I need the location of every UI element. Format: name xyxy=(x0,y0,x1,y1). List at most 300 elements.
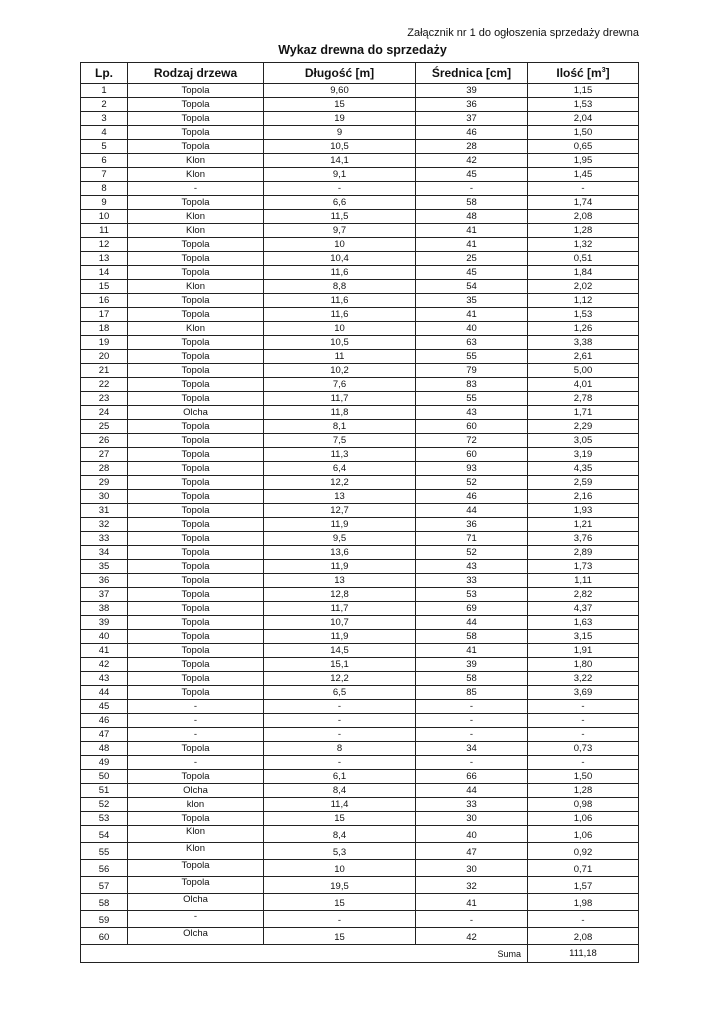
cell-diameter: 39 xyxy=(416,658,528,672)
cell-kind: Topola xyxy=(128,686,264,700)
cell-lp: 35 xyxy=(81,560,128,574)
cell-length: - xyxy=(264,756,416,770)
cell-volume: 1,28 xyxy=(528,224,639,238)
cell-lp: 36 xyxy=(81,574,128,588)
cell-diameter: 42 xyxy=(416,928,528,945)
cell-diameter: 33 xyxy=(416,574,528,588)
cell-kind: Topola xyxy=(128,84,264,98)
cell-lp: 41 xyxy=(81,644,128,658)
cell-diameter: 85 xyxy=(416,686,528,700)
cell-diameter: 63 xyxy=(416,336,528,350)
cell-lp: 48 xyxy=(81,742,128,756)
cell-kind: Olcha xyxy=(128,784,264,798)
table-row xyxy=(81,448,639,462)
table-row xyxy=(81,894,639,911)
table-row xyxy=(81,112,639,126)
table-row xyxy=(81,770,639,784)
cell-diameter: 41 xyxy=(416,644,528,658)
header-kind: Rodzaj drzewa xyxy=(128,63,264,84)
cell-length: 14,1 xyxy=(264,154,416,168)
cell-kind: - xyxy=(128,911,264,928)
cell-lp: 53 xyxy=(81,812,128,826)
cell-volume: - xyxy=(528,911,639,928)
cell-kind: - xyxy=(128,728,264,742)
table-row xyxy=(81,602,639,616)
cell-kind: Topola xyxy=(128,448,264,462)
cell-length: 10,2 xyxy=(264,364,416,378)
cell-volume: 1,26 xyxy=(528,322,639,336)
cell-length: 11,9 xyxy=(264,518,416,532)
table-row xyxy=(81,728,639,742)
cell-diameter: 44 xyxy=(416,616,528,630)
cell-kind: Topola xyxy=(128,770,264,784)
cell-kind: Topola xyxy=(128,546,264,560)
sum-value: 111,18 xyxy=(528,945,639,963)
table-row xyxy=(81,266,639,280)
cell-volume: 0,73 xyxy=(528,742,639,756)
cell-diameter: 55 xyxy=(416,350,528,364)
cell-length: 11,6 xyxy=(264,294,416,308)
table-row xyxy=(81,630,639,644)
cell-kind: Topola xyxy=(128,462,264,476)
cell-length: 11,4 xyxy=(264,798,416,812)
cell-diameter: 66 xyxy=(416,770,528,784)
cell-volume: 2,02 xyxy=(528,280,639,294)
cell-length: 10,5 xyxy=(264,336,416,350)
cell-kind: Topola xyxy=(128,812,264,826)
cell-volume: 2,82 xyxy=(528,588,639,602)
cell-diameter: 71 xyxy=(416,532,528,546)
cell-kind: Topola xyxy=(128,560,264,574)
cell-lp: 5 xyxy=(81,140,128,154)
cell-volume: 1,45 xyxy=(528,168,639,182)
cell-lp: 40 xyxy=(81,630,128,644)
table-row xyxy=(81,126,639,140)
cell-length: 11,3 xyxy=(264,448,416,462)
cell-diameter: 43 xyxy=(416,560,528,574)
cell-length: 11,9 xyxy=(264,630,416,644)
header-length: Długość [m] xyxy=(264,63,416,84)
table-row xyxy=(81,843,639,860)
cell-kind: Topola xyxy=(128,294,264,308)
cell-diameter: 43 xyxy=(416,406,528,420)
cell-lp: 43 xyxy=(81,672,128,686)
cell-volume: 2,29 xyxy=(528,420,639,434)
table-row xyxy=(81,182,639,196)
cell-volume: 1,91 xyxy=(528,644,639,658)
cell-kind: Topola xyxy=(128,532,264,546)
cell-diameter: 42 xyxy=(416,154,528,168)
table-body xyxy=(81,84,639,945)
table-row xyxy=(81,238,639,252)
cell-lp: 19 xyxy=(81,336,128,350)
cell-length: - xyxy=(264,714,416,728)
cell-length: 5,3 xyxy=(264,843,416,860)
table-row xyxy=(81,434,639,448)
cell-diameter: 60 xyxy=(416,448,528,462)
cell-lp: 22 xyxy=(81,378,128,392)
cell-length: 9 xyxy=(264,126,416,140)
cell-length: 9,5 xyxy=(264,532,416,546)
cell-kind: Topola xyxy=(128,877,264,894)
cell-kind: Topola xyxy=(128,434,264,448)
cell-volume: 0,98 xyxy=(528,798,639,812)
cell-lp: 2 xyxy=(81,98,128,112)
table-row xyxy=(81,252,639,266)
table-row xyxy=(81,504,639,518)
cell-volume: 2,08 xyxy=(528,928,639,945)
cell-lp: 50 xyxy=(81,770,128,784)
table-row xyxy=(81,196,639,210)
cell-volume: 1,50 xyxy=(528,126,639,140)
cell-diameter: 83 xyxy=(416,378,528,392)
cell-lp: 25 xyxy=(81,420,128,434)
cell-volume: 1,06 xyxy=(528,812,639,826)
cell-diameter: 37 xyxy=(416,112,528,126)
cell-lp: 29 xyxy=(81,476,128,490)
cell-length: 8,4 xyxy=(264,826,416,843)
cell-volume: 1,06 xyxy=(528,826,639,843)
table-row xyxy=(81,378,639,392)
cell-volume: 1,98 xyxy=(528,894,639,911)
cell-volume: - xyxy=(528,714,639,728)
cell-length: 12,2 xyxy=(264,476,416,490)
cell-lp: 6 xyxy=(81,154,128,168)
cell-lp: 21 xyxy=(81,364,128,378)
cell-lp: 18 xyxy=(81,322,128,336)
cell-volume: 1,74 xyxy=(528,196,639,210)
cell-lp: 7 xyxy=(81,168,128,182)
cell-lp: 30 xyxy=(81,490,128,504)
cell-length: 11,6 xyxy=(264,266,416,280)
cell-lp: 13 xyxy=(81,252,128,266)
cell-length: 19,5 xyxy=(264,877,416,894)
cell-length: 11 xyxy=(264,350,416,364)
cell-length: 9,1 xyxy=(264,168,416,182)
table-row xyxy=(81,294,639,308)
table-row xyxy=(81,322,639,336)
cell-lp: 12 xyxy=(81,238,128,252)
cell-kind: Olcha xyxy=(128,406,264,420)
cell-volume: 1,32 xyxy=(528,238,639,252)
cell-lp: 31 xyxy=(81,504,128,518)
cell-length: 10 xyxy=(264,238,416,252)
cell-volume: - xyxy=(528,756,639,770)
cell-volume: 1,93 xyxy=(528,504,639,518)
cell-kind: Topola xyxy=(128,378,264,392)
header-diameter: Średnica [cm] xyxy=(416,63,528,84)
cell-length: - xyxy=(264,700,416,714)
cell-kind: Klon xyxy=(128,154,264,168)
cell-volume: 2,89 xyxy=(528,546,639,560)
cell-volume: 3,76 xyxy=(528,532,639,546)
cell-length: 9,60 xyxy=(264,84,416,98)
cell-lp: 34 xyxy=(81,546,128,560)
table-row xyxy=(81,364,639,378)
cell-length: 13,6 xyxy=(264,546,416,560)
cell-length: 13 xyxy=(264,574,416,588)
cell-diameter: 53 xyxy=(416,588,528,602)
cell-lp: 26 xyxy=(81,434,128,448)
cell-kind: Topola xyxy=(128,420,264,434)
cell-lp: 9 xyxy=(81,196,128,210)
cell-diameter: 40 xyxy=(416,826,528,843)
table-row xyxy=(81,420,639,434)
cell-volume: 4,37 xyxy=(528,602,639,616)
table-row xyxy=(81,532,639,546)
cell-kind: Topola xyxy=(128,112,264,126)
cell-length: 10,7 xyxy=(264,616,416,630)
table-row xyxy=(81,826,639,843)
cell-lp: 33 xyxy=(81,532,128,546)
cell-length: 8,1 xyxy=(264,420,416,434)
cell-kind: - xyxy=(128,714,264,728)
table-row xyxy=(81,84,639,98)
cell-volume: 3,69 xyxy=(528,686,639,700)
cell-diameter: 72 xyxy=(416,434,528,448)
cell-length: 15,1 xyxy=(264,658,416,672)
cell-lp: 3 xyxy=(81,112,128,126)
cell-diameter: 41 xyxy=(416,308,528,322)
header-volume-label: Ilość [m xyxy=(556,66,602,80)
cell-length: 8,4 xyxy=(264,784,416,798)
cell-volume: 4,35 xyxy=(528,462,639,476)
cell-lp: 27 xyxy=(81,448,128,462)
cell-diameter: 41 xyxy=(416,894,528,911)
table-row xyxy=(81,392,639,406)
cell-diameter: 30 xyxy=(416,812,528,826)
cell-volume: 1,50 xyxy=(528,770,639,784)
cell-kind: Olcha xyxy=(128,894,264,911)
cell-volume: 2,16 xyxy=(528,490,639,504)
cell-diameter: 30 xyxy=(416,860,528,877)
cell-volume: 3,19 xyxy=(528,448,639,462)
cell-lp: 4 xyxy=(81,126,128,140)
cell-volume: 3,38 xyxy=(528,336,639,350)
cell-diameter: 69 xyxy=(416,602,528,616)
cell-diameter: 55 xyxy=(416,392,528,406)
cell-volume: 0,71 xyxy=(528,860,639,877)
cell-lp: 16 xyxy=(81,294,128,308)
cell-lp: 15 xyxy=(81,280,128,294)
cell-diameter: 32 xyxy=(416,877,528,894)
cell-length: 10,5 xyxy=(264,140,416,154)
sum-spacer xyxy=(81,945,416,963)
table-row xyxy=(81,168,639,182)
cell-kind: Klon xyxy=(128,280,264,294)
cell-volume: 1,71 xyxy=(528,406,639,420)
cell-diameter: 33 xyxy=(416,798,528,812)
cell-length: 14,5 xyxy=(264,644,416,658)
cell-volume: 1,28 xyxy=(528,784,639,798)
cell-volume: 1,53 xyxy=(528,308,639,322)
cell-kind: Topola xyxy=(128,126,264,140)
cell-volume: 0,65 xyxy=(528,140,639,154)
cell-lp: 23 xyxy=(81,392,128,406)
cell-length: 6,1 xyxy=(264,770,416,784)
cell-kind: Topola xyxy=(128,860,264,877)
cell-lp: 55 xyxy=(81,843,128,860)
cell-diameter: 48 xyxy=(416,210,528,224)
cell-kind: Topola xyxy=(128,392,264,406)
cell-length: 9,7 xyxy=(264,224,416,238)
header-lp: Lp. xyxy=(81,63,128,84)
cell-kind: Topola xyxy=(128,644,264,658)
cell-volume: 2,61 xyxy=(528,350,639,364)
table-row xyxy=(81,308,639,322)
cell-lp: 51 xyxy=(81,784,128,798)
cell-length: 6,6 xyxy=(264,196,416,210)
cell-diameter: 35 xyxy=(416,294,528,308)
cell-volume: - xyxy=(528,700,639,714)
cell-kind: Topola xyxy=(128,350,264,364)
table-row xyxy=(81,224,639,238)
cell-length: 8,8 xyxy=(264,280,416,294)
cell-volume: 2,08 xyxy=(528,210,639,224)
cell-kind: Klon xyxy=(128,826,264,843)
cell-diameter: 52 xyxy=(416,546,528,560)
table-row xyxy=(81,476,639,490)
table-row xyxy=(81,672,639,686)
cell-diameter: 28 xyxy=(416,140,528,154)
cell-kind: Topola xyxy=(128,574,264,588)
sum-row xyxy=(81,945,639,963)
cell-diameter: - xyxy=(416,182,528,196)
cell-length: 7,5 xyxy=(264,434,416,448)
cell-kind: Topola xyxy=(128,616,264,630)
table-row xyxy=(81,812,639,826)
cell-lp: 46 xyxy=(81,714,128,728)
table-row xyxy=(81,798,639,812)
cell-kind: Topola xyxy=(128,742,264,756)
cell-kind: Topola xyxy=(128,476,264,490)
cell-volume: 1,53 xyxy=(528,98,639,112)
table-row xyxy=(81,154,639,168)
cell-lp: 32 xyxy=(81,518,128,532)
cell-lp: 49 xyxy=(81,756,128,770)
table-row xyxy=(81,860,639,877)
cell-lp: 8 xyxy=(81,182,128,196)
table-row xyxy=(81,877,639,894)
cell-length: 11,8 xyxy=(264,406,416,420)
cell-length: 8 xyxy=(264,742,416,756)
table-row xyxy=(81,350,639,364)
cell-diameter: 93 xyxy=(416,462,528,476)
cell-length: - xyxy=(264,182,416,196)
cell-volume: 3,15 xyxy=(528,630,639,644)
cell-diameter: 45 xyxy=(416,168,528,182)
cell-diameter: 25 xyxy=(416,252,528,266)
table-header-row xyxy=(81,63,639,84)
cell-volume: 2,78 xyxy=(528,392,639,406)
table-row xyxy=(81,756,639,770)
cell-lp: 54 xyxy=(81,826,128,843)
cell-kind: - xyxy=(128,756,264,770)
cell-kind: Olcha xyxy=(128,928,264,945)
cell-length: 12,7 xyxy=(264,504,416,518)
cell-diameter: 40 xyxy=(416,322,528,336)
table-row xyxy=(81,686,639,700)
cell-kind: Klon xyxy=(128,168,264,182)
cell-length: 11,7 xyxy=(264,392,416,406)
cell-volume: 4,01 xyxy=(528,378,639,392)
table-row xyxy=(81,98,639,112)
cell-length: 12,8 xyxy=(264,588,416,602)
sum-label: Suma xyxy=(416,945,528,963)
cell-diameter: 52 xyxy=(416,476,528,490)
cell-lp: 10 xyxy=(81,210,128,224)
cell-lp: 39 xyxy=(81,616,128,630)
cell-length: 7,6 xyxy=(264,378,416,392)
cell-lp: 44 xyxy=(81,686,128,700)
table-row xyxy=(81,588,639,602)
cell-length: 13 xyxy=(264,490,416,504)
cell-volume: 1,73 xyxy=(528,560,639,574)
cell-kind: Topola xyxy=(128,308,264,322)
cell-volume: 3,22 xyxy=(528,672,639,686)
table-row xyxy=(81,742,639,756)
cell-length: 15 xyxy=(264,894,416,911)
cell-diameter: 36 xyxy=(416,518,528,532)
cell-kind: klon xyxy=(128,798,264,812)
table-row xyxy=(81,574,639,588)
cell-diameter: 79 xyxy=(416,364,528,378)
cell-volume: - xyxy=(528,182,639,196)
table-row xyxy=(81,784,639,798)
cell-diameter: 41 xyxy=(416,224,528,238)
cell-diameter: 41 xyxy=(416,238,528,252)
cell-kind: Topola xyxy=(128,266,264,280)
cell-lp: 24 xyxy=(81,406,128,420)
table-row xyxy=(81,560,639,574)
cell-kind: Klon xyxy=(128,210,264,224)
cell-length: 11,9 xyxy=(264,560,416,574)
cell-kind: - xyxy=(128,700,264,714)
cell-lp: 52 xyxy=(81,798,128,812)
cell-length: 10 xyxy=(264,860,416,877)
cell-volume: 1,15 xyxy=(528,84,639,98)
cell-lp: 17 xyxy=(81,308,128,322)
cell-kind: Topola xyxy=(128,98,264,112)
header-volume-close: ] xyxy=(605,66,610,80)
cell-length: 10 xyxy=(264,322,416,336)
cell-length: 15 xyxy=(264,812,416,826)
table-row xyxy=(81,406,639,420)
cell-lp: 47 xyxy=(81,728,128,742)
annex-note: Załącznik nr 1 do ogłoszenia sprzedaży drewna xyxy=(407,27,639,39)
cell-lp: 42 xyxy=(81,658,128,672)
table-row xyxy=(81,336,639,350)
cell-volume: 0,51 xyxy=(528,252,639,266)
cell-kind: - xyxy=(128,182,264,196)
cell-diameter: 60 xyxy=(416,420,528,434)
cell-diameter: 36 xyxy=(416,98,528,112)
cell-diameter: - xyxy=(416,756,528,770)
cell-diameter: - xyxy=(416,714,528,728)
cell-volume: 3,05 xyxy=(528,434,639,448)
cell-diameter: - xyxy=(416,728,528,742)
cell-diameter: - xyxy=(416,700,528,714)
cell-kind: Topola xyxy=(128,518,264,532)
cell-volume: 2,04 xyxy=(528,112,639,126)
cell-lp: 57 xyxy=(81,877,128,894)
table-row xyxy=(81,462,639,476)
cell-volume: 1,63 xyxy=(528,616,639,630)
cell-kind: Topola xyxy=(128,252,264,266)
cell-kind: Topola xyxy=(128,336,264,350)
table-row xyxy=(81,714,639,728)
cell-kind: Topola xyxy=(128,140,264,154)
